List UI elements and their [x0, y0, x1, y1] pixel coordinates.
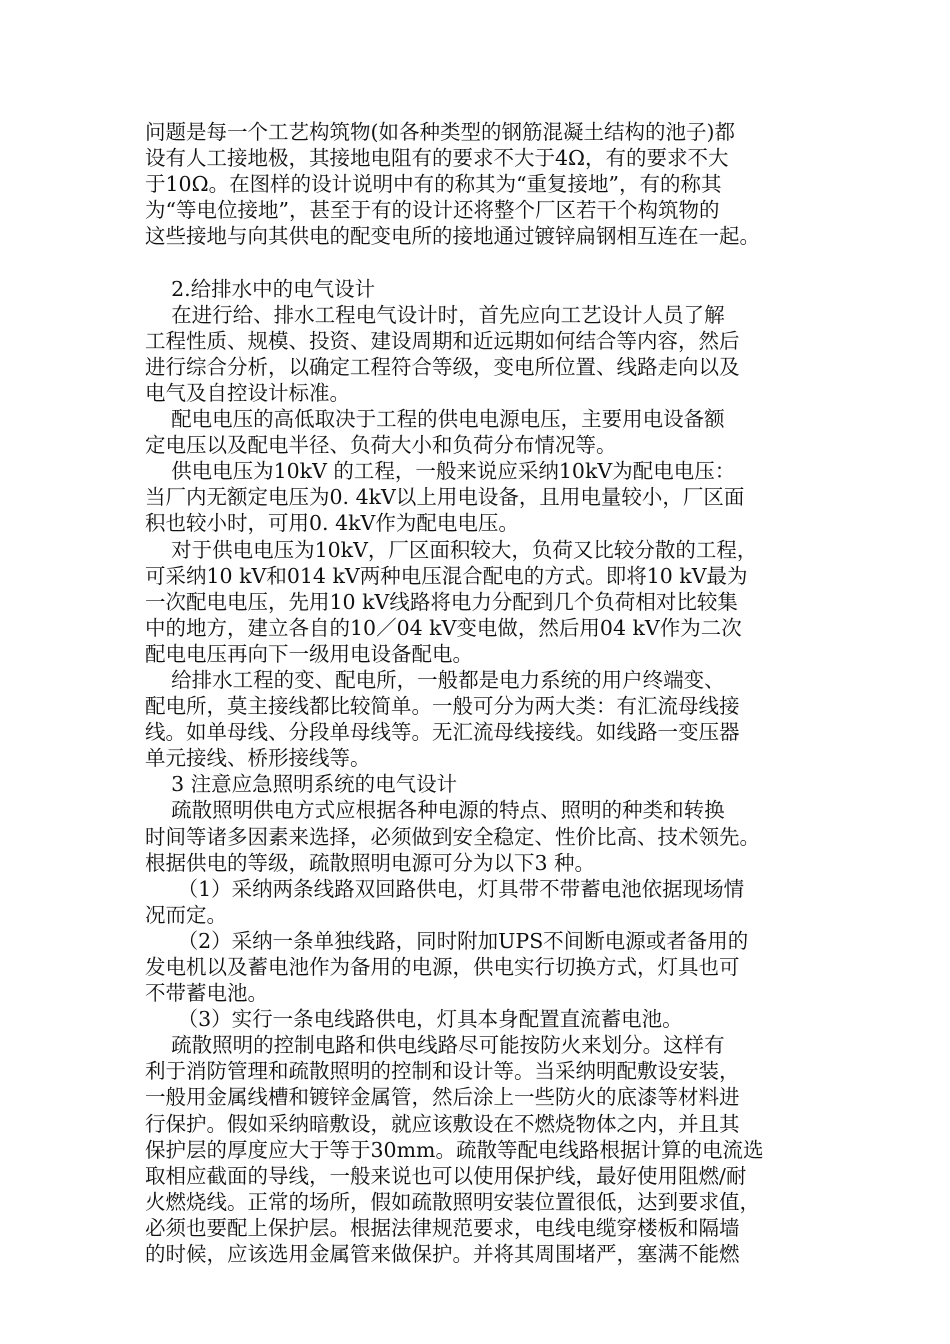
text-line: 电气及自控设计标准。 [145, 380, 350, 405]
list-item-line: 发电机以及蓄电池作为备用的电源，供电实行切换方式，灯具也可 [145, 955, 740, 979]
text-line: 取相应截面的导线，一般来说也可以使用保护线，最好使用阻燃/耐 [145, 1163, 747, 1188]
paragraph-gap [145, 249, 805, 275]
document-body [145, 119, 805, 1293]
list-item-line: 不带蓄电池。 [145, 981, 268, 1006]
text-line: 配电所，莫主接线都比较简单。一般可分为两大类：有汇流母线接 [145, 694, 740, 719]
text-line: 在进行给、排水工程电气设计时，首先应向工艺设计人员了解 [145, 302, 725, 327]
text-line: 一次配电电压，先用10 kV线路将电力分配到几个负荷相对比较集 [145, 589, 738, 614]
text-line: 配电电压的高低取决于工程的供电电源电压，主要用电设备额 [145, 407, 725, 432]
text-line: 必须也要配上保护层。根据法律规范要求，电线电缆穿楼板和隔墙 [145, 1215, 740, 1240]
list-item-line: （2）采纳一条单独线路，同时附加UPS不间断电源或者备用的 [145, 928, 749, 953]
text-line: 供电电压为10kV 的工程，一般来说应采纳10kV为配电电压： [145, 459, 736, 484]
text-line: 保护层的厚度应大于等于30mm。疏散等配电线路根据计算的电流选 [145, 1137, 764, 1162]
text-line: 问题是每一个工艺构筑物(如各种类型的钢筋混凝土结构的池子)都 [145, 120, 735, 144]
text-line: 为“等电位接地”，甚至于有的设计还将整个厂区若干个构筑物的 [145, 198, 720, 223]
text-line: 中的地方，建立各自的10／04 kV变电做，然后用04 kV作为二次 [145, 615, 742, 640]
list-item-line: （1）采纳两条线路双回路供电，灯具带不带蓄电池依据现场情 [145, 876, 745, 901]
text-line: 火燃烧线。正常的场所，假如疏散照明安装位置很低，达到要求值， [145, 1189, 760, 1214]
text-line: 于10Ω。在图样的设计说明中有的称其为“重复接地”，有的称其 [145, 172, 722, 197]
list-item-line: （3）实行一条电线路供电，灯具本身配置直流蓄电池。 [145, 1007, 683, 1032]
text-line: 工程性质、规模、投资、建设周期和近远期如何结合等内容，然后 [145, 328, 740, 353]
text-line: 疏散照明供电方式应根据各种电源的特点、照明的种类和转换 [145, 798, 725, 823]
text-line: 设有人工接地极，其接地电阻有的要求不大于4Ω，有的要求不大 [145, 146, 729, 171]
text-line: 疏散照明的控制电路和供电线路尽可能按防火来划分。这样有 [145, 1033, 725, 1058]
text-line: 当厂内无额定电压为0. 4kV以上用电设备，且用电量较小，厂区面 [145, 485, 745, 510]
text-line: 的时候，应该选用金属管来做保护。并将其周围堵严，塞满不能燃 [145, 1242, 740, 1267]
text-line: 给排水工程的变、配电所，一般都是电力系统的用户终端变、 [145, 667, 725, 692]
text-line: 定电压以及配电半径、负荷大小和负荷分布情况等。 [145, 433, 617, 458]
section-heading: 3 注意应急照明系统的电气设计 [145, 772, 458, 797]
text-line: 积也较小时，可用0. 4kV作为配电电压。 [145, 511, 519, 536]
text-line: 这些接地与向其供电的配变电所的接地通过镀锌扁钢相互连在一起。 [145, 224, 760, 249]
text-line: 时间等诸多因素来选择，必须做到安全稳定、性价比高、技术领先。 [145, 824, 760, 849]
text-line: 进行综合分析，以确定工程符合等级，变电所位置、线路走向以及 [145, 354, 740, 379]
text-line: 一般用金属线槽和镀锌金属管，然后涂上一些防火的底漆等材料进 [145, 1085, 740, 1110]
text-line: 可采纳10 kV和014 kV两种电压混合配电的方式。即将10 kV最为 [145, 563, 748, 588]
section-heading: 2.给排水中的电气设计 [145, 276, 376, 301]
text-line: 对于供电电压为10kV，厂区面积较大，负荷又比较分散的工程， [145, 537, 758, 562]
text-line: 线。如单母线、分段单母线等。无汇流母线接线。如线路一变压器 [145, 720, 740, 745]
text-line: 行保护。假如采纳暗敷设，就应该敷设在不燃烧物体之内，并且其 [145, 1111, 740, 1136]
text-line: 根据供电的等级，疏散照明电源可分为以下3 种。 [145, 850, 596, 875]
text-line: 利于消防管理和疏散照明的控制和设计等。当采纳明配敷设安装， [145, 1059, 740, 1084]
text-line: 单元接线、桥形接线等。 [145, 746, 371, 771]
text-line: 配电电压再向下一级用电设备配电。 [145, 641, 473, 666]
text-line [145, 1267, 805, 1293]
list-item-line: 况而定。 [145, 902, 227, 927]
